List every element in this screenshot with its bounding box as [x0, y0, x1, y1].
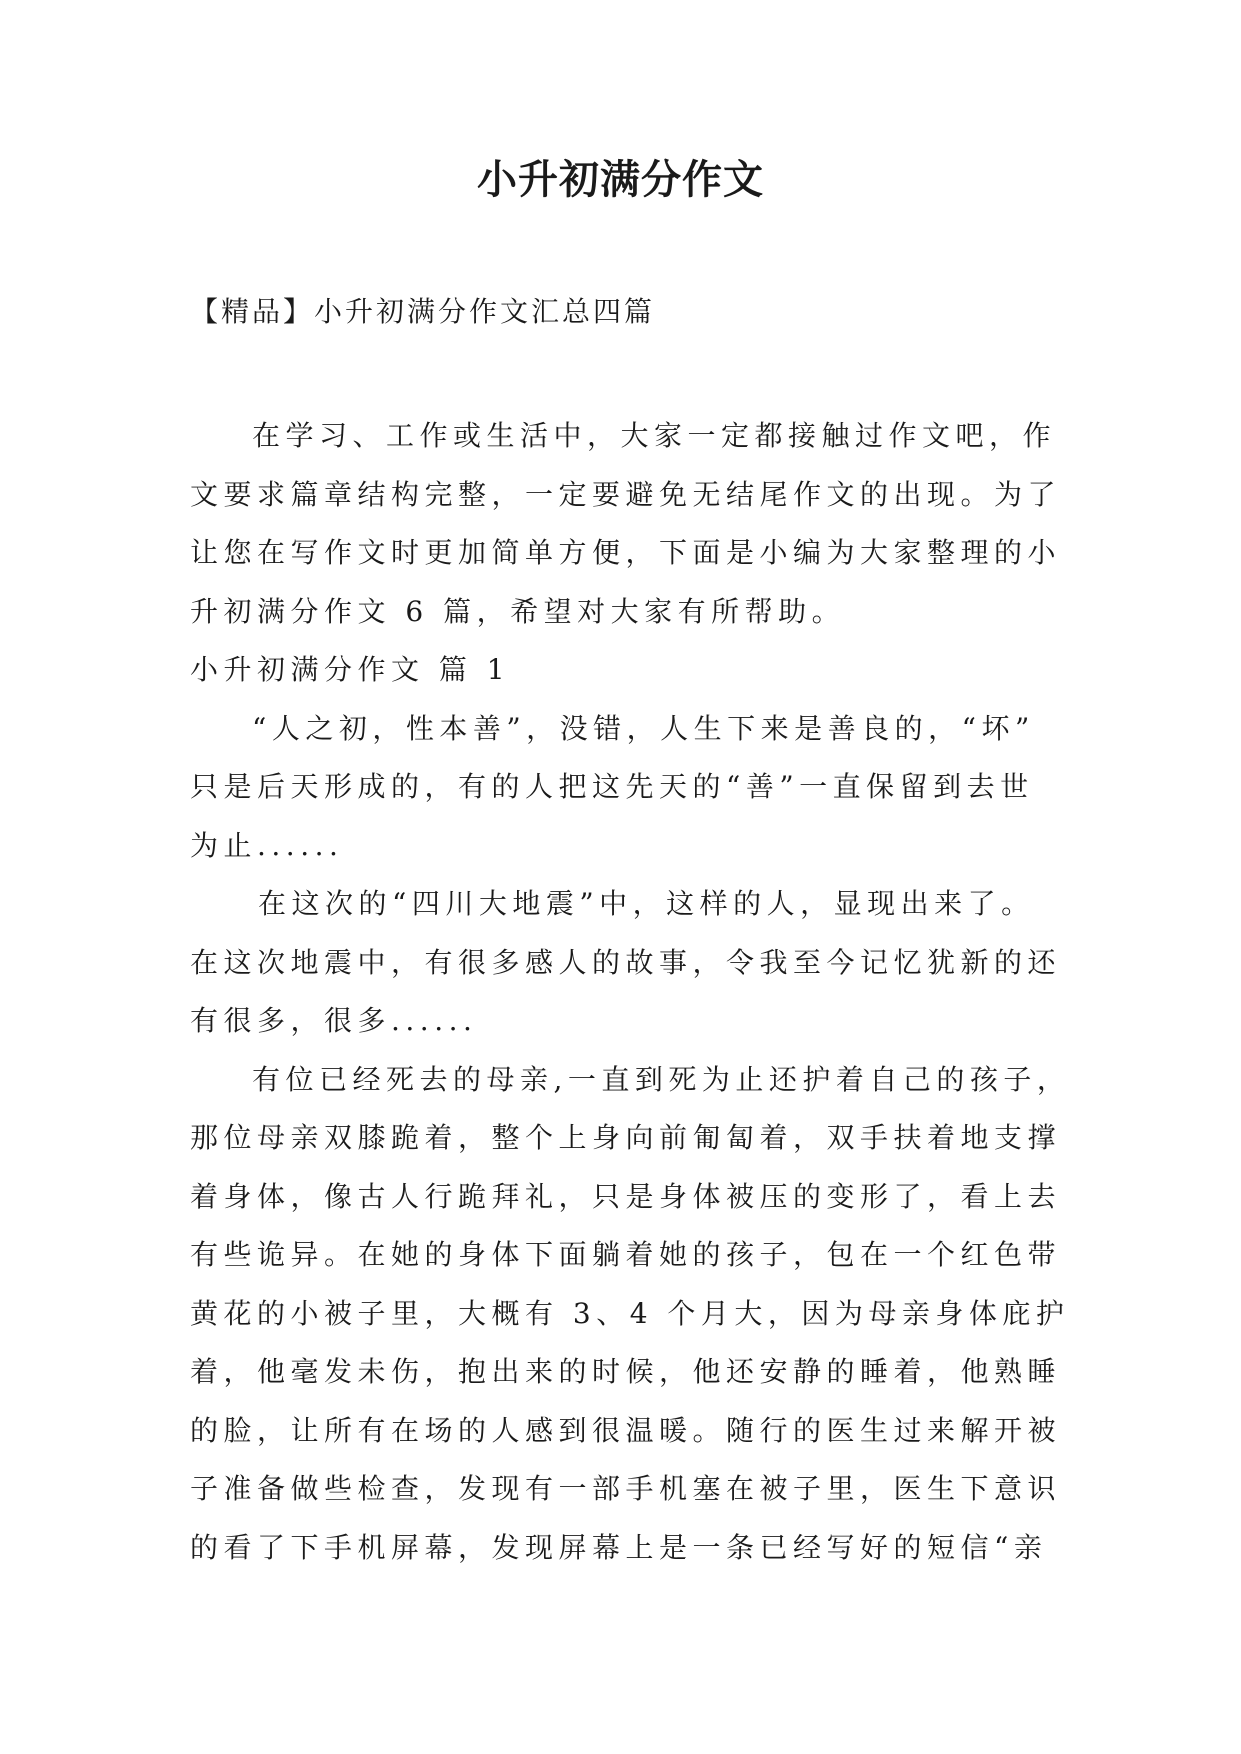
- text-line: “人之初，性本善”，没错，人生下来是善良的，“坏”: [252, 711, 1035, 745]
- text-line: 文要求篇章结构完整，一定要避免无结尾作文的出现。为了: [190, 477, 1062, 511]
- text-line: 着身体，像古人行跪拜礼，只是身体被压的变形了，看上去: [190, 1179, 1062, 1213]
- text-line: 为止......: [190, 828, 344, 862]
- document-title: 小升初满分作文: [477, 156, 764, 203]
- text-line: 着，他毫发未伤，抱出来的时候，他还安静的睡着，他熟睡: [190, 1355, 1062, 1388]
- text-line: 升初满分作文 6 篇，希望对大家有所帮助。: [190, 594, 846, 628]
- text-line: 让您在写作文时更加简单方便，下面是小编为大家整理的小: [190, 536, 1062, 569]
- text-line: 有些诡异。在她的身体下面躺着她的孩子，包在一个红色带: [190, 1238, 1062, 1271]
- text-line: 在这次的“四川大地震”中，这样的人，显现出来了。: [258, 887, 1035, 920]
- text-line: 子准备做些检查，发现有一部手机塞在被子里，医生下意识: [190, 1472, 1062, 1505]
- text-line: 在这次地震中，有很多感人的故事，令我至今记忆犹新的还: [190, 945, 1062, 979]
- text-line: 那位母亲双膝跪着，整个上身向前匍匐着，双手扶着地支撑: [190, 1121, 1062, 1154]
- text-line: 有位已经死去的母亲,一直到死为止还护着自己的孩子，: [252, 1062, 1071, 1096]
- text-line: 只是后天形成的，有的人把这先天的“善”一直保留到去世: [190, 770, 1034, 803]
- text-line: 黄花的小被子里，大概有 3、4 个月大，因为母亲身体庇护: [190, 1296, 1070, 1330]
- section-heading: 小升初满分作文 篇 1: [190, 653, 511, 686]
- text-line: 的脸，让所有在场的人感到很温暖。随行的医生过来解开被: [190, 1413, 1062, 1447]
- text-line: 在学习、工作或生活中，大家一定都接触过作文吧，作: [252, 419, 1057, 452]
- document-body: [190, 407, 1071, 1577]
- document-subtitle: 【精品】小升初满分作文汇总四篇: [190, 295, 656, 328]
- text-line: 的看了下手机屏幕，发现屏幕上是一条已经写好的短信“亲: [190, 1530, 1048, 1564]
- text-line: 有很多，很多......: [190, 1004, 478, 1037]
